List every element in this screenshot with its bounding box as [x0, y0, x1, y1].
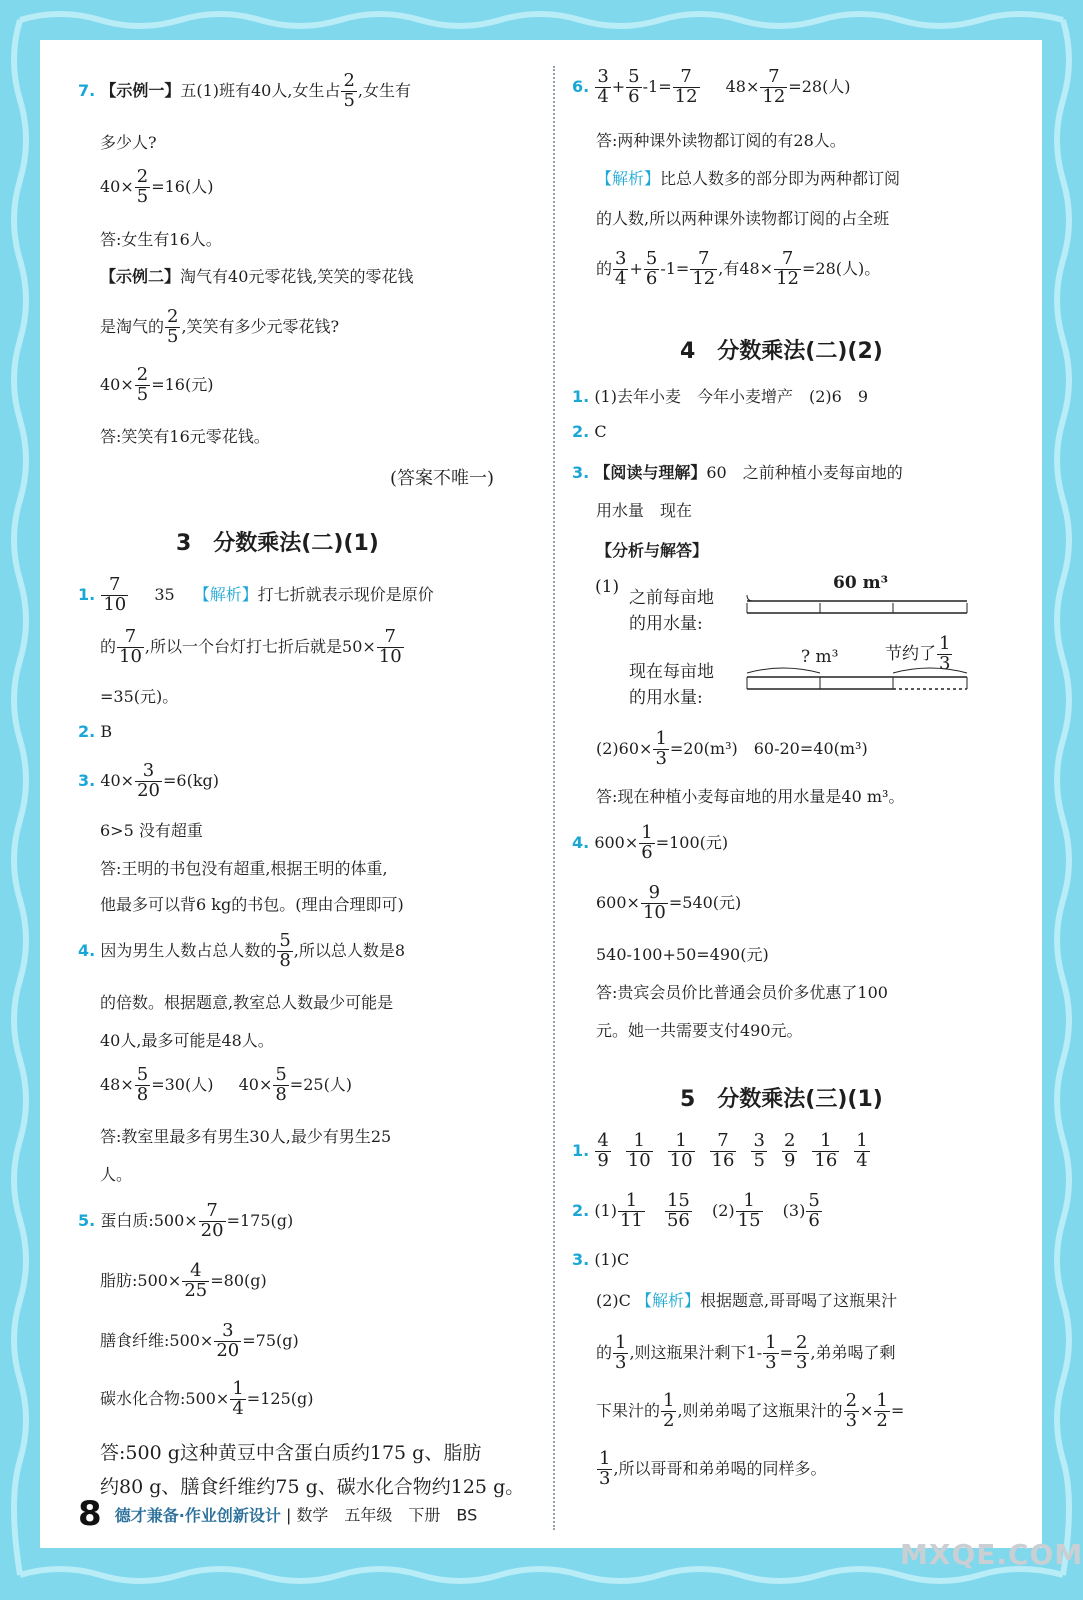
s4-q2 — [572, 422, 607, 441]
q-number: 4. — [572, 832, 590, 852]
denominator: 16 — [814, 1149, 838, 1171]
denominator: 12 — [674, 85, 698, 107]
text: ,所以总人数是8 — [293, 940, 406, 960]
numerator: 1 — [625, 1190, 638, 1211]
q-number: 3. — [572, 463, 590, 482]
fraction: $\frac{2}{3}$ — [796, 1332, 808, 1373]
s3-q5-row3 — [100, 1322, 299, 1361]
q-number: 1. — [572, 1140, 590, 1160]
op: + — [629, 258, 643, 278]
unknown-label: ? m³ — [801, 647, 839, 667]
text: ,有48× — [718, 258, 774, 278]
eq-result: =6(kg) — [162, 770, 219, 790]
numerator: 3 — [222, 1320, 234, 1341]
s3-q4-line3: 40人,最多可能是48人。 — [100, 1031, 274, 1050]
denominator: 16 — [711, 1149, 735, 1171]
s3-q4-line1 — [78, 932, 405, 971]
denominator: 20 — [216, 1339, 240, 1361]
denominator: 5 — [343, 89, 355, 111]
page-footer — [78, 1494, 477, 1534]
denominator: 10 — [669, 1149, 693, 1171]
s3-q3-line4: 他最多可以背6 kg的书包。(理由合理即可) — [100, 895, 404, 914]
numerator: 7 — [124, 626, 137, 647]
part-label: (1) — [594, 1200, 617, 1220]
denominator: 8 — [136, 1083, 149, 1105]
numerator: 5 — [645, 248, 658, 269]
denominator: 10 — [627, 1149, 651, 1171]
text: ,所以一个台灯打七折后就是50× — [144, 636, 376, 656]
fraction — [812, 1132, 839, 1171]
numerator: 3 — [753, 1130, 765, 1151]
s4-q4-answer1: 答:贵宾会员价比普通会员价多优惠了100 — [596, 983, 888, 1002]
numerator: 3 — [142, 760, 155, 781]
fraction — [277, 932, 292, 971]
numerator: 4 — [597, 1130, 609, 1151]
answer: B — [100, 722, 113, 741]
column-divider — [553, 66, 555, 1530]
text: ,则这瓶果汁剩下1- — [629, 1342, 763, 1362]
s3-q5-answer2: 约80 g、膳食纤维约75 g、碳水化合物约125 g。 — [100, 1476, 525, 1498]
fraction — [595, 68, 610, 107]
q-number: 5. — [78, 1210, 96, 1230]
s3-q3-eq — [78, 762, 219, 801]
denominator: 4 — [232, 1397, 244, 1419]
eq-part: 600× — [594, 832, 639, 852]
denominator: 5 — [167, 325, 179, 347]
numerator: 5 — [279, 930, 291, 951]
s3-q1-line2 — [100, 628, 405, 667]
numerator: 1 — [743, 1190, 755, 1211]
op: = — [779, 1342, 794, 1362]
q6-analysis1 — [596, 166, 900, 189]
q7-line2: 多少人? — [100, 133, 157, 152]
book-info: | 数学 五年级 下册 BS — [285, 1505, 478, 1525]
numerator: 9 — [648, 882, 661, 903]
numerator: 1 — [856, 1130, 868, 1151]
fraction — [751, 1132, 766, 1171]
s3-q2 — [78, 722, 112, 741]
s5-q1 — [572, 1132, 884, 1171]
denominator: 3 — [655, 747, 667, 769]
diagram-part-label: (1) — [595, 577, 620, 597]
s5-q3-line2 — [596, 1334, 896, 1373]
q7-line4 — [100, 308, 339, 347]
eq-part: (2)60× — [596, 738, 653, 758]
fraction — [854, 1132, 869, 1171]
numerator: 2 — [783, 1130, 796, 1151]
q6-eq — [572, 68, 851, 107]
answer: (1)去年小麦 今年小麦增产 (2)6 9 — [594, 387, 869, 406]
line-segment-diagram — [595, 573, 995, 717]
fraction — [644, 250, 659, 289]
s3-q1-line1 — [78, 576, 434, 615]
fraction: $\frac{1}{3}$ — [615, 1332, 627, 1373]
section-3-title: 3 分数乘法(二)(1) — [176, 531, 379, 556]
numerator: 7 — [680, 66, 692, 87]
s3-q5-row1 — [78, 1202, 293, 1241]
op: = — [890, 1400, 905, 1420]
denominator: 6 — [641, 841, 653, 863]
text: 比总人数多的部分即为两种都订阅 — [660, 169, 901, 188]
denominator: 5 — [136, 383, 149, 405]
numerator: 1 — [232, 1378, 244, 1399]
text: 的 — [596, 1342, 613, 1362]
section-5-title: 5 分数乘法(三)(1) — [680, 1087, 883, 1112]
eq-fraction — [135, 168, 150, 207]
s5-q3-line3 — [596, 1392, 904, 1431]
analysis-tag: 【解析】 — [596, 169, 661, 188]
fraction: $\frac{1}{2}$ — [663, 1390, 675, 1431]
eq-part: 40× — [100, 770, 135, 790]
numerator: 7 — [206, 1200, 218, 1221]
s4-q3-eq — [596, 730, 868, 769]
s5-q2 — [572, 1192, 823, 1231]
s5-q3-part2 — [596, 1288, 897, 1311]
op: -1= — [642, 76, 672, 96]
eq-result: =25(人) — [289, 1074, 353, 1094]
prev-label-2: 的用水量: — [629, 614, 703, 634]
fraction: $\frac{1}{3}$ — [599, 1448, 611, 1489]
numerator: 7 — [768, 66, 780, 87]
eq-part: 碳水化合物:500× — [100, 1388, 230, 1408]
numerator: 1 — [939, 633, 951, 654]
fraction — [774, 250, 801, 289]
s3-q4-answer2: 人。 — [100, 1165, 133, 1184]
example2-tag: 【示例二】 — [100, 267, 181, 286]
q7-text3: 淘气有40元零花钱,笑笑的零花钱 — [180, 267, 414, 286]
q-number: 4. — [78, 940, 96, 960]
q-number: 3. — [572, 1250, 590, 1269]
numerator: 7 — [698, 248, 710, 269]
numerator: 5 — [628, 66, 640, 87]
q-number: 2. — [572, 1200, 590, 1220]
denominator: 9 — [783, 1149, 796, 1171]
s4-q4-answer2: 元。她一共需要支付490元。 — [596, 1021, 803, 1040]
text: 下果汁的 — [596, 1400, 661, 1420]
fraction — [668, 1132, 695, 1171]
s3-q4-eq — [100, 1066, 352, 1105]
numerator: 2 — [136, 364, 149, 385]
brand-text: 德才兼备·作业创新设计 — [114, 1505, 281, 1525]
q7-line3 — [100, 264, 413, 287]
s5-q1-fraction-list — [594, 1130, 883, 1171]
now-label-2: 的用水量: — [629, 688, 703, 708]
numerator: 3 — [615, 248, 627, 269]
numerator: 7 — [717, 1130, 729, 1151]
q7-text4a: 是淘气的 — [100, 316, 165, 336]
s3-q5-row4 — [100, 1380, 313, 1419]
numerator: 2 — [343, 70, 355, 91]
text: 因为男生人数占总人数的 — [100, 940, 277, 960]
s3-q1-line3: =35(元)。 — [100, 687, 179, 706]
numerator: 1 — [655, 728, 667, 749]
fraction — [135, 762, 162, 801]
q7-eq1 — [100, 168, 213, 207]
eq-result: =80(g) — [210, 1270, 267, 1290]
denominator: 10 — [642, 901, 666, 923]
eq-part: 40× — [100, 374, 134, 394]
diagram-lines — [595, 577, 995, 717]
fraction — [653, 730, 668, 769]
numerator: 1 — [641, 822, 653, 843]
reading-tag: 【阅读与理解】 — [594, 463, 707, 482]
part-label: (3) — [782, 1200, 806, 1220]
eq-part: 蛋白质:500× — [100, 1210, 198, 1230]
fraction — [806, 1192, 821, 1231]
q7-fraction2 — [165, 308, 180, 347]
denominator: 6 — [808, 1209, 820, 1231]
denominator: 56 — [666, 1209, 690, 1231]
fraction: $\frac{1}{2}$ — [876, 1390, 888, 1431]
s3-q1-fraction — [101, 576, 128, 615]
answer: (2)C — [596, 1291, 631, 1310]
section-4-title: 4 分数乘法(二)(2) — [680, 339, 883, 364]
answer: C — [594, 422, 607, 441]
q-number: 2. — [78, 722, 96, 741]
denominator: 12 — [776, 267, 799, 289]
numerator: 15 — [666, 1190, 690, 1211]
text: ,弟弟喝了剩 — [810, 1342, 896, 1362]
denominator: 8 — [279, 949, 291, 971]
q7-eq2 — [100, 366, 213, 405]
eq-result: =16(人) — [151, 176, 214, 196]
eq-result: =540(元) — [668, 892, 742, 912]
eq-result: =175(g) — [226, 1210, 294, 1230]
q7-answer1: 答:女生有16人。 — [100, 230, 222, 249]
q-number: 1. — [572, 387, 590, 406]
fraction — [782, 1132, 797, 1171]
numerator: 7 — [109, 574, 121, 595]
eq-part: 48× — [725, 76, 760, 96]
numerator: 5 — [275, 1064, 287, 1085]
s4-q4-eq1 — [572, 824, 728, 863]
answer: (1)C — [594, 1250, 630, 1269]
q6-analysis2: 的人数,所以两种课外读物都订阅的占全班 — [596, 209, 890, 228]
text: 的 — [100, 636, 117, 656]
q7-note: (答案不唯一) — [390, 468, 495, 489]
s3-q1-text1: 打七折就表示现价是原价 — [257, 584, 434, 604]
analysis-tag: 【解析】 — [636, 1291, 701, 1310]
denominator: 10 — [103, 593, 127, 615]
s4-q3-answer: 答:现在种植小麦每亩地的用水量是40 m³。 — [596, 787, 905, 806]
q6-answer: 答:两种课外读物都订阅的有28人。 — [596, 131, 846, 150]
q-number: 1. — [78, 584, 96, 604]
denominator: 11 — [619, 1209, 643, 1231]
eq-part: 40× — [100, 176, 134, 196]
denominator: 9 — [597, 1149, 609, 1171]
denominator: 12 — [692, 267, 716, 289]
eq-part: 600× — [596, 892, 640, 912]
text: ,所以哥哥和弟弟喝的同样多。 — [613, 1458, 827, 1478]
text: 节约了 — [885, 643, 936, 664]
s5-q3-line4 — [596, 1450, 827, 1489]
prev-label-1: 之前每亩地 — [629, 588, 714, 608]
q7-text1b: ,女生有 — [357, 80, 411, 100]
q-number: 2. — [572, 422, 590, 441]
fraction — [618, 1192, 645, 1231]
q7-fraction — [341, 72, 356, 111]
numerator: 5 — [808, 1190, 820, 1211]
total-label: 60 m³ — [833, 573, 889, 593]
denominator: 5 — [753, 1149, 765, 1171]
eq-part: 40× — [238, 1074, 273, 1094]
page-number: 8 — [78, 1494, 102, 1534]
fraction — [626, 68, 641, 107]
q-number: 3. — [78, 770, 96, 790]
s4-q4-eq3: 540-100+50=490(元) — [596, 945, 769, 964]
fraction — [639, 824, 654, 863]
s3-q4-line2: 的倍数。根据题意,教室总人数最少可能是 — [100, 993, 394, 1012]
text: ,则弟弟喝了这瓶果汁的 — [677, 1400, 843, 1420]
s3-q3-line2: 6>5 没有超重 — [100, 821, 203, 840]
eq-part: 脂肪:500× — [100, 1270, 182, 1290]
fraction — [273, 1066, 288, 1105]
analysis-answer-tag: 【分析与解答】 — [596, 541, 709, 560]
denominator: 12 — [762, 85, 786, 107]
fraction — [710, 1132, 737, 1171]
q7-text4b: ,笑笑有多少元零花钱? — [181, 316, 340, 336]
denominator: 5 — [136, 185, 149, 207]
s3-q5-row2 — [100, 1262, 267, 1301]
fraction — [626, 1132, 653, 1171]
s3-q1-value: 35 — [154, 584, 175, 604]
denominator: 10 — [378, 645, 402, 667]
fraction — [665, 1192, 692, 1231]
denominator: 6 — [645, 267, 658, 289]
denominator: 4 — [615, 267, 627, 289]
s4-q3-line2: 用水量 现在 — [596, 501, 693, 520]
numerator: 1 — [675, 1130, 687, 1151]
fraction: $\frac{2}{3}$ — [845, 1390, 858, 1431]
s5-q3-part1 — [572, 1250, 629, 1269]
fraction — [641, 884, 668, 923]
s3-q4-answer1: 答:教室里最多有男生30人,最少有男生25 — [100, 1127, 392, 1146]
numerator: 3 — [597, 66, 609, 87]
eq-result: =75(g) — [242, 1330, 299, 1350]
numerator: 4 — [190, 1260, 202, 1281]
numerator: 1 — [820, 1130, 832, 1151]
q7-number: 7. — [78, 80, 96, 100]
fraction — [673, 68, 700, 107]
example1-tag: 【示例一】 — [100, 80, 181, 100]
denominator: 4 — [597, 85, 609, 107]
eq-result: =100(元) — [655, 832, 729, 852]
numerator: 5 — [136, 1064, 149, 1085]
numerator: 7 — [384, 626, 396, 647]
fraction — [595, 1132, 610, 1171]
eq-result: =125(g) — [246, 1388, 314, 1408]
text: 60 之前种植小麦每亩地的 — [706, 463, 903, 482]
denominator: 8 — [275, 1083, 287, 1105]
eq-result: =30(人) — [151, 1074, 214, 1094]
q7-answer2: 答:笑笑有16元零花钱。 — [100, 427, 270, 446]
s4-q1 — [572, 384, 868, 407]
fraction — [377, 628, 404, 667]
eq-result: =20(m³) 60-20=40(m³) — [669, 738, 868, 758]
fraction — [135, 1066, 150, 1105]
eq-fraction — [135, 366, 150, 405]
denominator: 15 — [737, 1209, 761, 1231]
text: =28(人)。 — [802, 258, 881, 278]
s3-q3-line3: 答:王明的书包没有超重,根据王明的体重, — [100, 859, 388, 878]
op: -1= — [660, 258, 690, 278]
fraction — [182, 1262, 209, 1301]
fraction — [199, 1202, 226, 1241]
denominator: 10 — [119, 645, 142, 667]
eq-part: 膳食纤维:500× — [100, 1330, 214, 1350]
fraction: $\frac{1}{3}$ — [765, 1332, 777, 1373]
fraction — [736, 1192, 763, 1231]
text: 根据题意,哥哥喝了这瓶果汁 — [700, 1291, 898, 1310]
fraction — [230, 1380, 245, 1419]
s4-q3-line1 — [572, 460, 903, 483]
q6-analysis3 — [596, 250, 880, 289]
s4-q4-eq2 — [596, 884, 741, 923]
op: × — [860, 1400, 874, 1420]
numerator: 1 — [633, 1130, 645, 1151]
denominator: 4 — [856, 1149, 868, 1171]
denominator: 3 — [939, 652, 951, 674]
denominator: 25 — [184, 1279, 208, 1301]
eq-part: 48× — [100, 1074, 134, 1094]
q7-text1a: 五(1)班有40人,女生占 — [180, 80, 341, 100]
denominator: 6 — [628, 85, 640, 107]
fraction — [117, 628, 144, 667]
numerator: 2 — [136, 166, 149, 187]
fraction — [690, 250, 717, 289]
numerator: 2 — [167, 306, 179, 327]
s3-q5-answer1: 答:500 g这种黄豆中含蛋白质约175 g、脂肪 — [100, 1442, 482, 1464]
op: + — [611, 76, 626, 96]
fraction — [760, 68, 787, 107]
analysis-tag: 【解析】 — [193, 584, 258, 604]
watermark: MXQE.COM — [900, 1538, 1083, 1571]
q7-line1 — [78, 72, 411, 111]
q-number: 6. — [572, 76, 590, 96]
numerator: 7 — [781, 248, 794, 269]
denominator: 20 — [200, 1219, 224, 1241]
fraction — [214, 1322, 241, 1361]
eq-result: =28(人) — [788, 76, 851, 96]
text: 的 — [596, 258, 613, 278]
eq-result: =16(元) — [151, 374, 214, 394]
denominator: 20 — [137, 779, 160, 801]
now-label-1: 现在每亩地 — [629, 662, 714, 682]
fraction — [613, 250, 628, 289]
part-label: (2) — [711, 1200, 735, 1220]
